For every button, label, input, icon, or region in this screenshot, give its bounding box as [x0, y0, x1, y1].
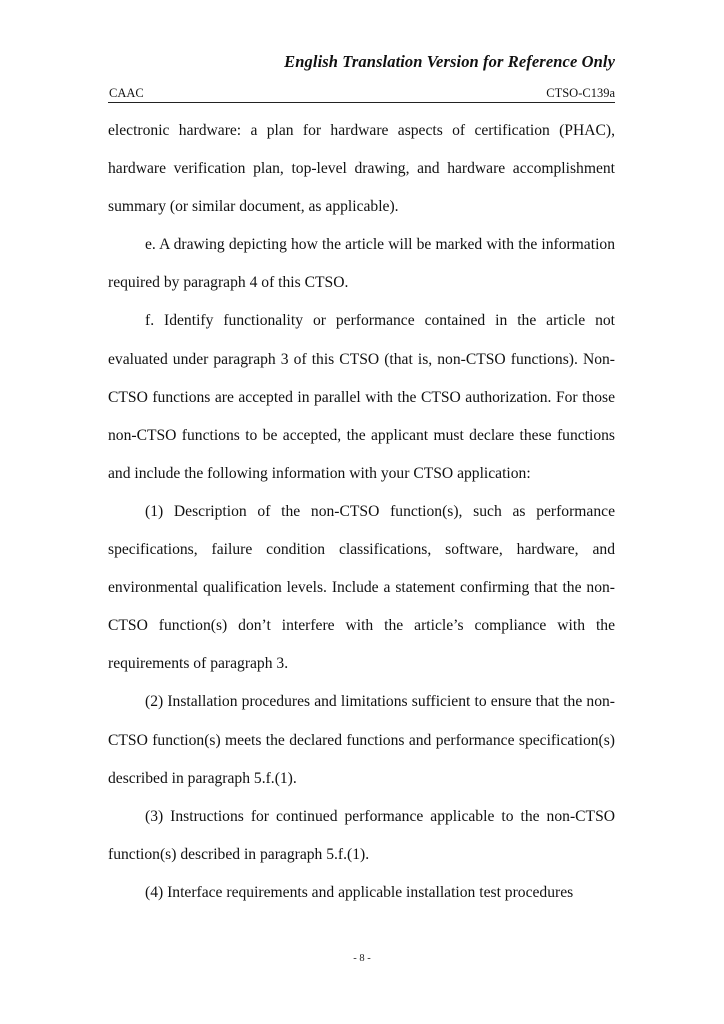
page-number: - 8 -	[353, 953, 371, 964]
translation-notice-banner: English Translation Version for Reference Only	[284, 52, 615, 71]
paragraph-continuation: electronic hardware: a plan for hardware aspects of certification (PHAC), hardware verification plan, top-level drawing, and hardware accomplishment summary (or similar document, as applicable).	[108, 122, 615, 216]
paragraph-f: f. Identify functionality or performance contained in the article not evaluated under paragraph 3 of this CTSO (that is, non-CTSO functions). Non-CTSO functions are accepted in parallel with the CTSO authorization. For those non-CTSO functions to be accepted, the applicant must declare these functions and include the following information with your CTSO application:	[108, 312, 615, 482]
running-header	[108, 86, 615, 103]
header-organization: CAAC	[109, 86, 144, 100]
header-document-id: CTSO-C139a	[546, 86, 615, 100]
paragraph-f-1: (1) Description of the non-CTSO function(s), such as performance specifications, failure condition classifications, software, hardware, and environmental qualification levels. Include a statement confirming that the non-CTSO function(s) don’t interfere with the article’s compliance with the requirements of paragraph 3.	[108, 502, 615, 673]
paragraph-f-2: (2) Installation procedures and limitations sufficient to ensure that the non-CTSO function(s) meets the declared functions and performance specification(s) described in paragraph 5.f.(1).	[108, 693, 615, 787]
body-text	[108, 112, 615, 912]
paragraph-e: e. A drawing depicting how the article will be marked with the information required by paragraph 4 of this CTSO.	[108, 236, 615, 292]
paragraph-f-4: (4) Interface requirements and applicable installation test procedures	[145, 883, 574, 901]
paragraph-f-3: (3) Instructions for continued performance applicable to the non-CTSO function(s) described in paragraph 5.f.(1).	[108, 807, 615, 863]
